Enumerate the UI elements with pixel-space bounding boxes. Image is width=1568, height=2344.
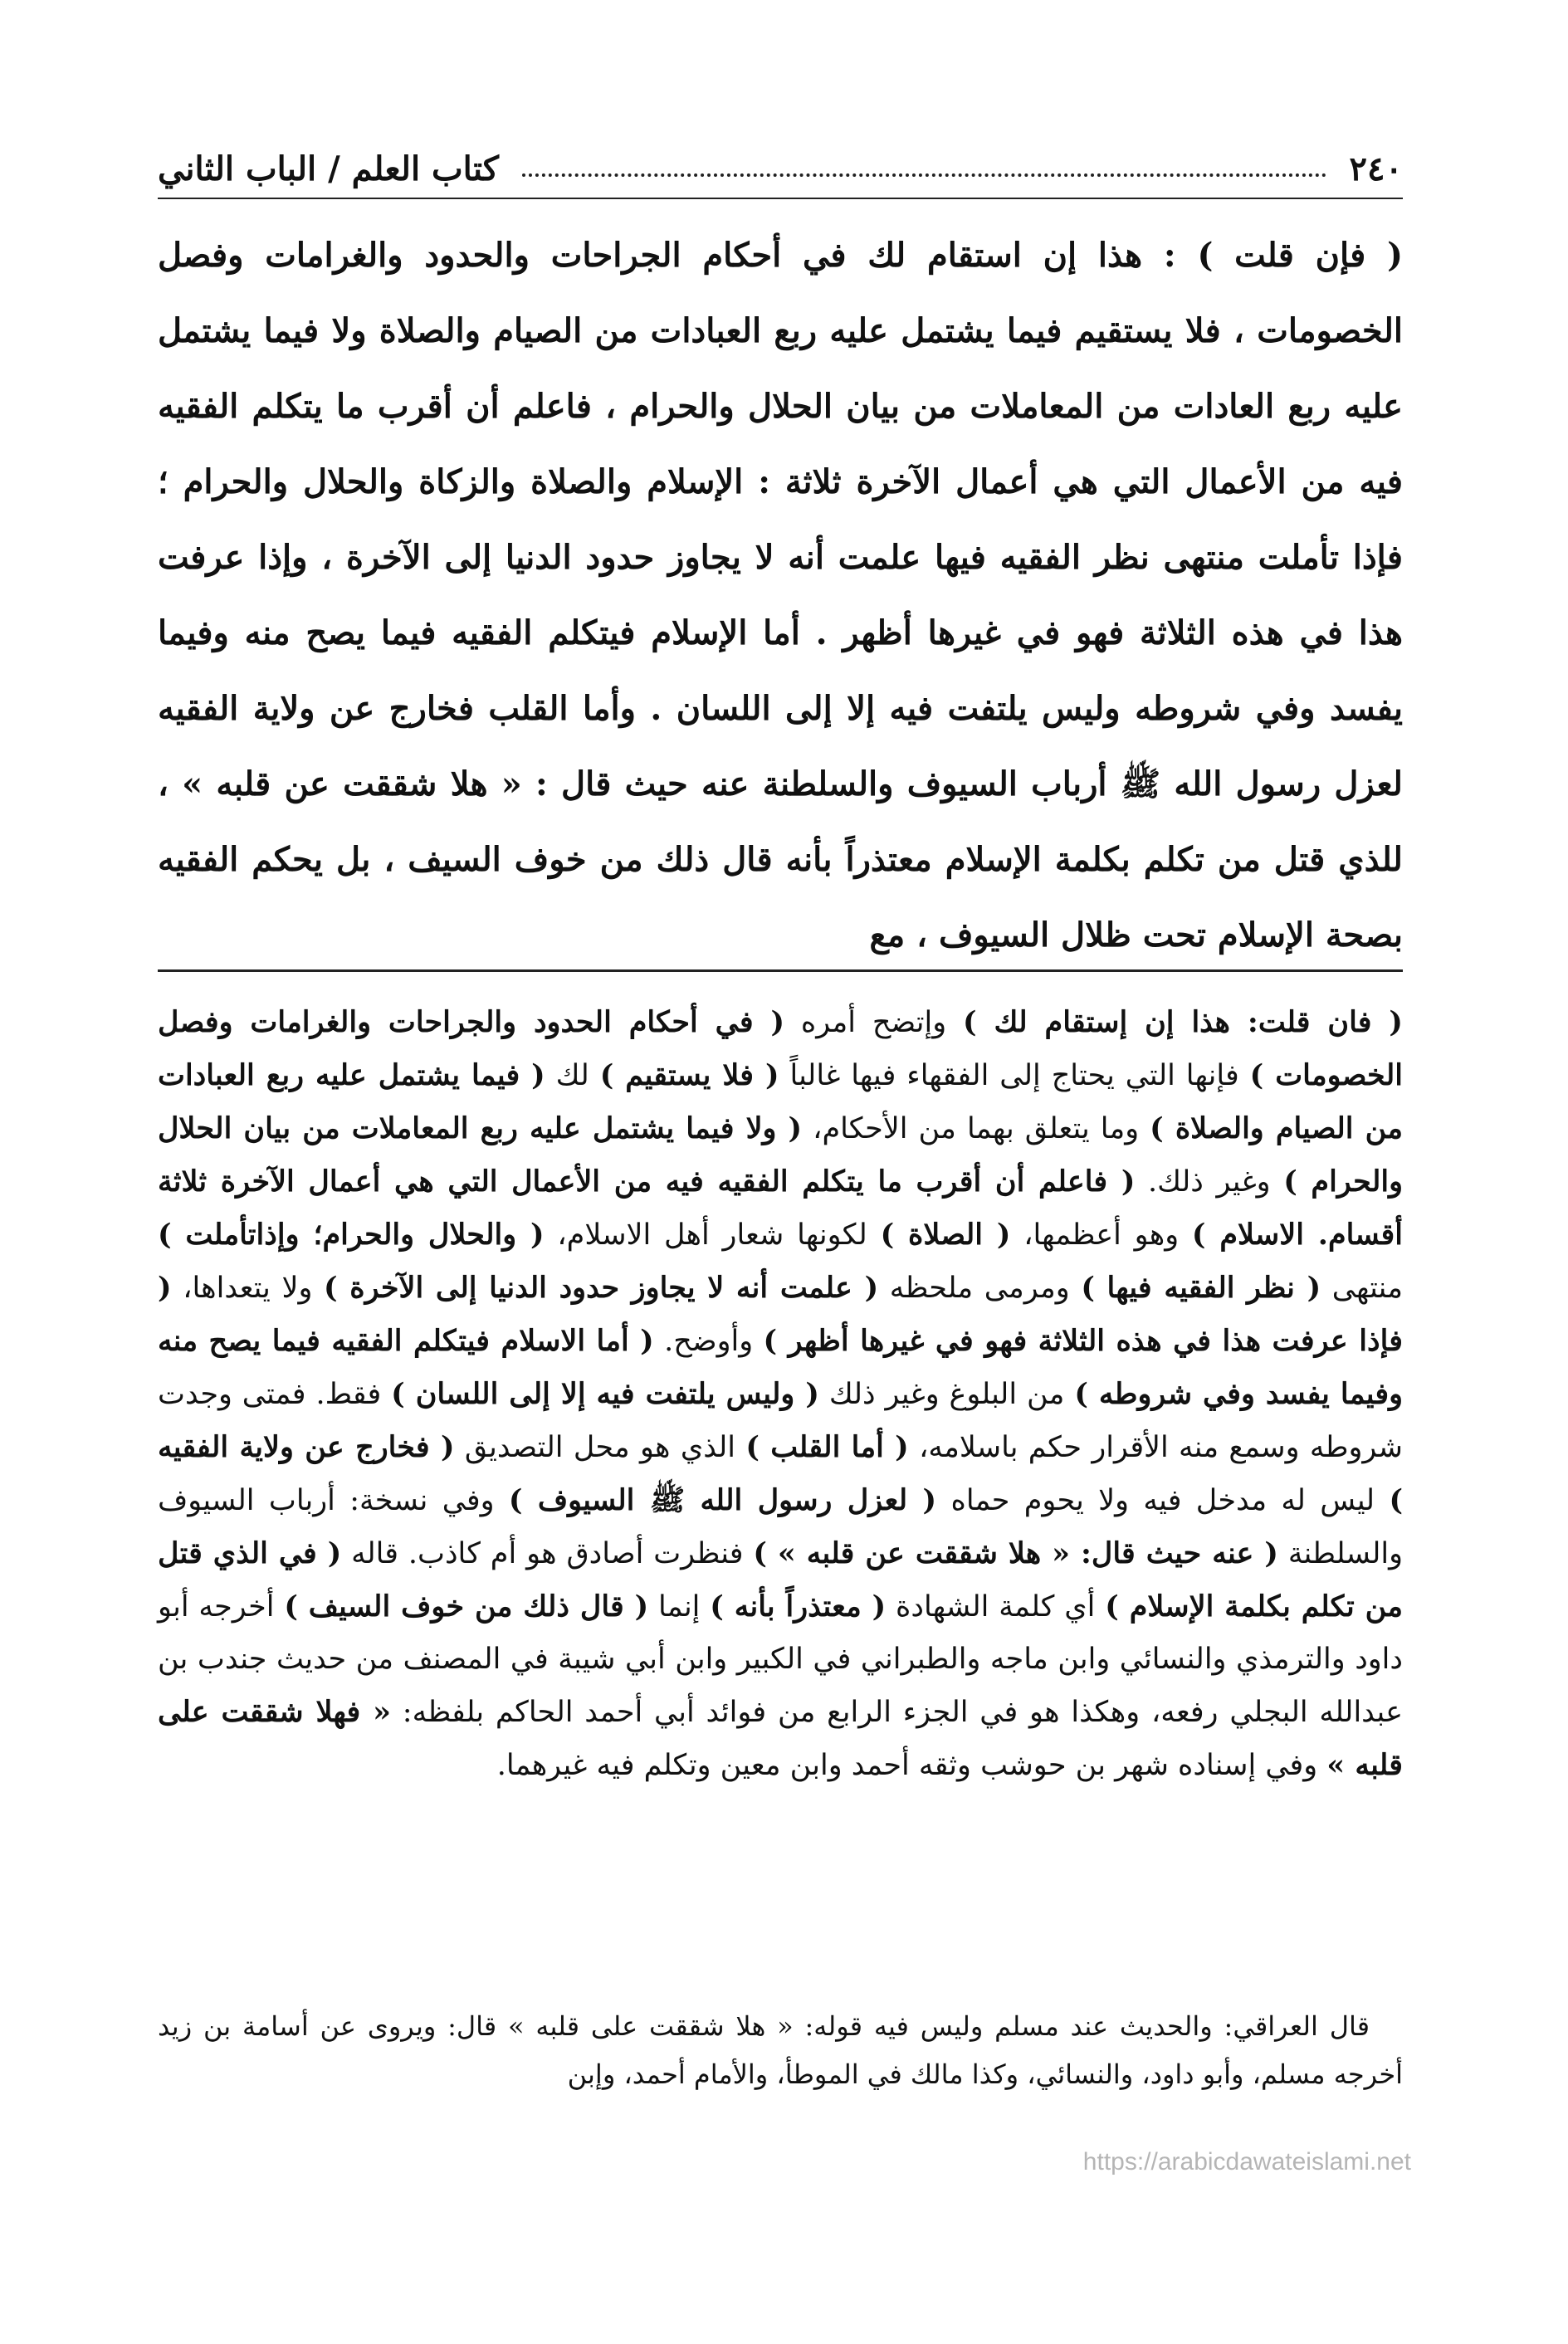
commentary-quoted-text: ( والحلال والحرام؛ وإذاتأملت ) bbox=[158, 1218, 545, 1252]
commentary-explanation-text: فإنها التي يحتاج إلى الفقهاء فيها غالباً bbox=[779, 1059, 1250, 1092]
commentary-quoted-text: ( لعزل رسول الله ﷺ السيوف ) bbox=[508, 1483, 937, 1517]
running-header bbox=[158, 139, 1403, 199]
commentary-explanation-text: إنما bbox=[648, 1590, 711, 1624]
commentary-explanation-text: وإتضح أمره bbox=[784, 1006, 963, 1039]
commentary-explanation-text: وهو أعظمها، bbox=[1010, 1218, 1192, 1252]
annotation-paragraph: قال العراقي: والحديث عند مسلم وليس فيه قوله: « هلا شققت على قلبه » قال: ويروى عن أسامة بن زيد أخرجه مسلم، وأبو داود، والنسائي، وكذا مالك في الموطأ، والأمام أحمد، وإبن bbox=[158, 2010, 1403, 2090]
commentary-quoted-text: ( فخارج عن ولاية الفقيه ) bbox=[158, 1430, 1403, 1517]
commentary-quoted-text: ( في الذي قتل من تكلم بكلمة الإسلام ) bbox=[158, 1536, 1403, 1624]
main-paragraph: ( فإن قلت ) : هذا إن استقام لك في أحكام الجراحات والحدود والغرامات وفصل الخصومات ، فلا يستقيم فيما يشتمل عليه ربع العبادات من الصيام والصلاة ولا فيما يشتمل عليه ربع العادات من المعاملات من بيان الحلال والحرام ، فاعلم أن أقرب ما يتكلم الفقيه فيه من الأعمال التي هي أعمال الآخرة ثلاثة : الإسلام والصلاة والزكاة والحلال والحرام ؛ فإذا تأملت منتهى نظر الفقيه فيها علمت أنه لا يجاوز حدود الدنيا إلى الآخرة ، وإذا عرفت هذا في هذه الثلاثة فهو في غيرها أظهر . أما الإسلام فيتكلم الفقيه فيما يصح منه وفيما يفسد وفي شروطه وليس يلتفت فيه إلا إلى اللسان . وأما القلب فخارج عن ولاية الفقيه لعزل رسول الله ﷺ أرباب السيوف والسلطنة عنه حيث قال : « هلا شققت عن قلبه » ، للذي قتل من تكلم بكلمة الإسلام معتذراً بأنه قال ذلك من خوف السيف ، بل يحكم الفقيه بصحة الإسلام تحت ظلال السيوف ، مع bbox=[158, 236, 1403, 955]
commentary-quoted-text: « فهلا شققت على قلبه » bbox=[158, 1695, 1403, 1782]
commentary-quoted-text: ( معتذراً بأنه ) bbox=[710, 1590, 887, 1624]
watermark-url: https://arabicdawateislami.net bbox=[1082, 2148, 1411, 2176]
commentary-explanation-text: وفي نسخة: أرباب السيوف والسلطنة bbox=[158, 1484, 1403, 1570]
commentary-quoted-text: ( عنه حيث قال: « هلا شققت عن قلبه » ) bbox=[753, 1536, 1278, 1570]
commentary-explanation-text: فقط. فمتى وجدت شروطه وسمع منه الأقرار حكم باسلامه، bbox=[158, 1378, 1404, 1464]
commentary-explanation-text: أخرجه أبو داود والترمذي والنسائي وابن ماجه والطبراني في الكبير وابن أبي شيبة في المصنف من حديث جندب بن عبدالله البجلي رفعه، وهكذا هو في الجزء الرابع من فوائد أبي أحمد الحاكم بلفظه: bbox=[158, 1590, 1403, 1729]
commentary-quoted-text: ( الصلاة ) bbox=[880, 1218, 1011, 1252]
commentary-quoted-text: ( أما القلب ) bbox=[745, 1430, 909, 1464]
commentary-explanation-text: وفي إسناده شهر بن حوشب وثقه أحمد وابن معين وتكلم فيه غيرهما. bbox=[496, 1749, 1327, 1782]
commentary-explanation-text: ولا يتعداها، bbox=[171, 1272, 325, 1305]
commentary-explanation-text: وما يتعلق بهما من الأحكام، bbox=[802, 1112, 1150, 1145]
commentary-quoted-text: ( أما الاسلام فيتكلم الفقيه فيما يصح منه وفيما يفسد وفي شروطه ) bbox=[158, 1324, 1403, 1411]
commentary-explanation-text: ومرمى ملحظه bbox=[878, 1272, 1082, 1305]
commentary-quoted-text: ( فلا يستقيم ) bbox=[599, 1058, 779, 1092]
commentary-quoted-text: ( وليس يلتفت فيه إلا إلى اللسان ) bbox=[391, 1377, 819, 1411]
footnote-separator-rule bbox=[158, 969, 1403, 972]
commentary-quoted-text: ( فإذا عرفت هذا في هذه الثلاثة فهو في غيرها أظهر ) bbox=[158, 1271, 1403, 1358]
commentary-quoted-text: ( فان قلت: هذا إن إستقام لك ) bbox=[963, 1005, 1403, 1039]
commentary-explanation-text: وأوضح. bbox=[653, 1325, 764, 1358]
commentary-quoted-text: ( قال ذلك من خوف السيف ) bbox=[284, 1590, 649, 1624]
main-text-block bbox=[158, 217, 1403, 973]
commentary-explanation-text: ليس له مدخل فيه ولا يحوم حماه bbox=[936, 1484, 1390, 1517]
commentary-explanation-text: لكونها شعار أهل الاسلام، bbox=[544, 1218, 881, 1252]
commentary-explanation-text: لك bbox=[545, 1059, 600, 1092]
commentary-paragraph bbox=[158, 996, 1403, 1792]
commentary-quoted-text: ( علمت أنه لا يجاوز حدود الدنيا إلى الآخرة ) bbox=[324, 1271, 879, 1305]
header-dotted-leader bbox=[522, 173, 1326, 177]
commentary-explanation-text: فنظرت أصادق هو أم كاذب. قاله bbox=[341, 1537, 754, 1570]
running-title: كتاب العلم / الباب الثاني bbox=[158, 149, 499, 188]
commentary-explanation-text: الذي هو محل التصديق bbox=[454, 1431, 746, 1464]
commentary-quoted-text: ( نظر الفقيه فيها ) bbox=[1081, 1271, 1321, 1305]
page-number: ٢٤٠ bbox=[1349, 149, 1403, 188]
commentary-explanation-text: وغير ذلك. bbox=[1135, 1165, 1284, 1199]
commentary-quoted-text: ( فاعلم أن أقرب ما يتكلم الفقيه فيه من الأعمال التي هي أعمال الآخرة ثلاثة أقسام. الاسلام ) bbox=[158, 1165, 1403, 1252]
commentary-explanation-text: من البلوغ وغير ذلك bbox=[818, 1378, 1075, 1411]
commentary-quoted-text: ( في أحكام الحدود والجراحات والغرامات وفصل الخصومات ) bbox=[158, 1005, 1403, 1092]
commentary-block bbox=[158, 996, 1403, 1792]
commentary-quoted-text: ( ولا فيما يشتمل عليه ربع المعاملات من بيان الحلال والحرام ) bbox=[158, 1111, 1404, 1199]
commentary-explanation-text: منتهى bbox=[1321, 1272, 1403, 1305]
commentary-quoted-text: ( فيما يشتمل عليه ربع العبادات من الصيام والصلاة ) bbox=[158, 1058, 1403, 1145]
commentary-explanation-text: أي كلمة الشهادة bbox=[886, 1590, 1106, 1624]
annotation-block bbox=[158, 2002, 1403, 2098]
